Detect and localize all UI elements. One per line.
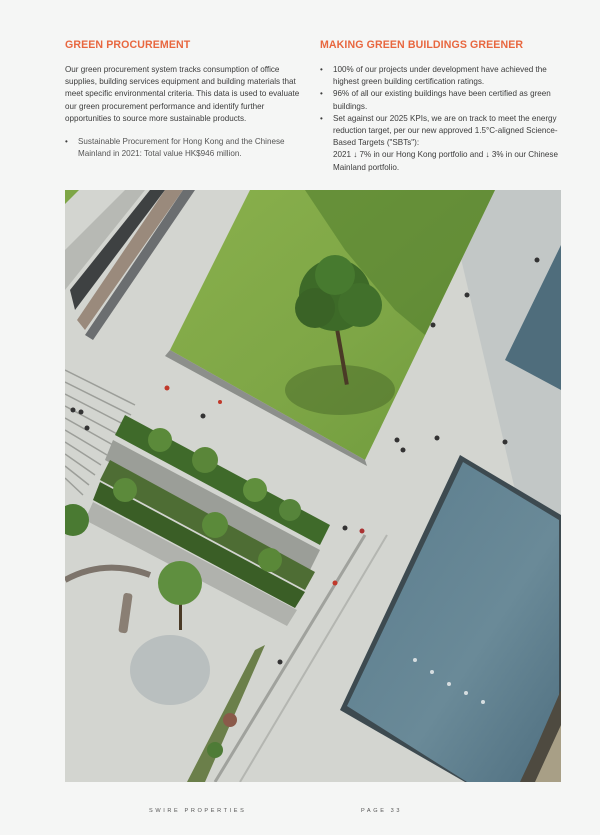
bullet-item: • 100% of our projects under development have achieved the highest green building certification ratings. [320, 64, 565, 88]
bullet-list [320, 64, 565, 174]
bullet-item [320, 113, 565, 174]
bullet-item: • Sustainable Procurement for Hong Kong and the Chinese Mainland in 2021: Total value HK$946 million. [65, 136, 310, 160]
green-buildings-section [320, 38, 565, 174]
green-procurement-section [65, 38, 310, 160]
section-heading: GREEN PROCUREMENT [65, 39, 191, 51]
footer-brand: SWIRE PROPERTIES [149, 808, 247, 814]
bullet-text: Set against our 2025 KPIs, we are on track to meet the energy reduction target, per our new approved 1.5°C-aligned Science-Based Targets ("SBTs"): [333, 113, 558, 148]
bullet-list [65, 136, 310, 160]
sbt-result-line: 2021 ↓ 7% in our Hong Kong portfolio and ↓ 3% in our Chinese Mainland portfolio. [333, 150, 558, 172]
aerial-plaza-photo [65, 190, 561, 782]
plaza-illustration [65, 190, 561, 782]
section-paragraph: Our green procurement system tracks consumption of office supplies, building services equipment and building materials that meet specific environmental criteria. This data is used to evaluate our green procurement performance and identify further opportunities to source more sustainable products. [65, 65, 300, 123]
bullet-item: • 96% of all our existing buildings have been certified as green buildings. [320, 88, 565, 112]
page-number: PAGE 33 [361, 808, 403, 814]
section-heading: MAKING GREEN BUILDINGS GREENER [320, 39, 524, 51]
